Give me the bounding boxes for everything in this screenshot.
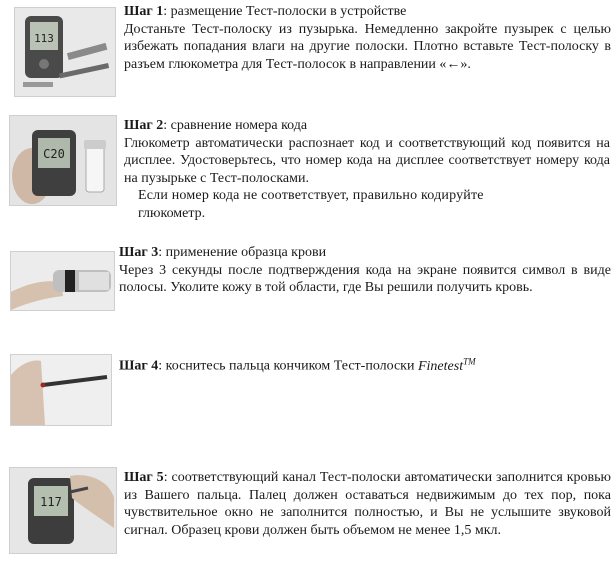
finger-test-strip-icon [11,355,111,425]
step3-finger-image [10,251,115,311]
step4-title: : коснитесь пальца кончиком Тест-полоски [158,358,418,374]
step2-screen-text: C20 [43,147,65,161]
step2-body-line-b: глюкометр. [138,205,206,221]
step4-label: Шаг 4 [119,358,159,374]
step5-label: Шаг 5 [124,470,164,485]
glucometer-code-display-icon [10,116,116,205]
step5-screen-text: 117 [40,495,62,509]
step2-label: Шаг 2 [124,118,164,133]
step3-body: Через 3 секунды после подтверждения кода на экране появится символ в виде полосы. Уколите кожу в той области, где Вы решили получить кровь. [119,262,611,295]
step1-label: Шаг 1 [124,4,164,19]
step2-meter-image [9,115,117,206]
step1-screen-text: 113 [34,32,54,45]
finger-lancet-icon [11,252,114,310]
step1-title: : размещение Тест-полоски в устройстве [163,4,407,19]
step3-title: : применение образца крови [158,245,327,260]
step1-meter-image [14,7,116,97]
glucometer-result-icon [10,468,116,553]
step4-finger-strip-image [10,354,112,426]
glucometer-with-strips-icon [15,8,115,96]
step5-meter-image [9,467,117,554]
step2-body-line-a: Если номер кода не соответствует, правильно кодируйте [138,188,484,203]
step4-brand: Finetest™ [417,356,476,374]
step2-title: : сравнение номера кода [163,118,308,133]
step3-label: Шаг 3 [119,245,159,260]
step1-body: Достаньте Тест-полоску из пузырька. Немедленно закройте пузырек с целью избежать попадания влаги на другие полоски. Плотно вставьте Тест-полоску в разъем глюкометра для Тест-полосок в направлении «←». [124,21,611,72]
step2-body: Глюкометр автоматически распознает код и соответствующий код появится на дисплее. Удостоверьтесь, что номер кода на дисплее соответствует номеру кода на пузырьке с Тест-полосками. [124,135,610,186]
step5-body: : соответствующий канал Тест-полоски автоматически заполнится кровью из Вашего пальца. Палец должен оставаться недвижимым до тех пор, пока чувствительное окно не заполнится полностью, и Вы не услышите звуковой сигнал. Образец крови должен быть объемом не менее 1,5 мкл. [124,470,611,538]
